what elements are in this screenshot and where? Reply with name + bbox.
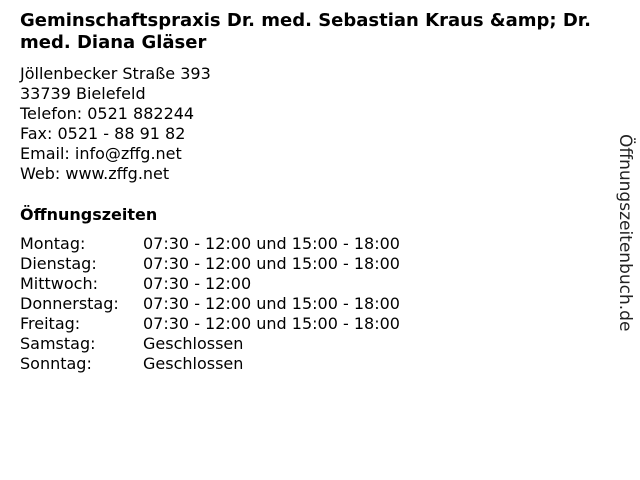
opening-hours-table	[20, 234, 400, 374]
hours-row-friday	[20, 314, 400, 334]
hours-time: 07:30 - 12:00 und 15:00 - 18:00	[143, 314, 400, 333]
hours-row-wednesday	[20, 274, 400, 294]
hours-row-sunday	[20, 354, 400, 374]
hours-time: Geschlossen	[143, 334, 244, 353]
hours-day: Dienstag:	[20, 254, 97, 273]
hours-day: Montag:	[20, 234, 86, 253]
opening-hours-heading: Öffnungszeiten	[20, 205, 158, 224]
hours-row-saturday	[20, 334, 400, 354]
hours-time: 07:30 - 12:00 und 15:00 - 18:00	[143, 294, 400, 313]
hours-time: 07:30 - 12:00 und 15:00 - 18:00	[143, 254, 400, 273]
hours-day: Freitag:	[20, 314, 81, 333]
hours-row-monday	[20, 234, 400, 254]
hours-time: 07:30 - 12:00 und 15:00 - 18:00	[143, 234, 400, 253]
phone-line: Telefon: 0521 882244	[20, 104, 195, 123]
site-watermark: Öffnungszeitenbuch.de	[615, 134, 635, 332]
practice-title: Geminschaftspraxis Dr. med. Sebastian Kraus &amp; Dr. med. Diana Gläser	[20, 10, 591, 53]
city-line: 33739 Bielefeld	[20, 84, 146, 103]
hours-time: Geschlossen	[143, 354, 244, 373]
fax-line: Fax: 0521 - 88 91 82	[20, 124, 186, 143]
hours-day: Samstag:	[20, 334, 96, 353]
web-line: Web: www.zffg.net	[20, 164, 170, 183]
contact-block	[20, 64, 211, 184]
hours-day: Sonntag:	[20, 354, 92, 373]
hours-row-tuesday	[20, 254, 400, 274]
email-line: Email: info@zffg.net	[20, 144, 182, 163]
hours-row-thursday	[20, 294, 400, 314]
hours-day: Mittwoch:	[20, 274, 98, 293]
hours-day: Donnerstag:	[20, 294, 119, 313]
street-address: Jöllenbecker Straße 393	[20, 64, 211, 83]
hours-time: 07:30 - 12:00	[143, 274, 252, 293]
